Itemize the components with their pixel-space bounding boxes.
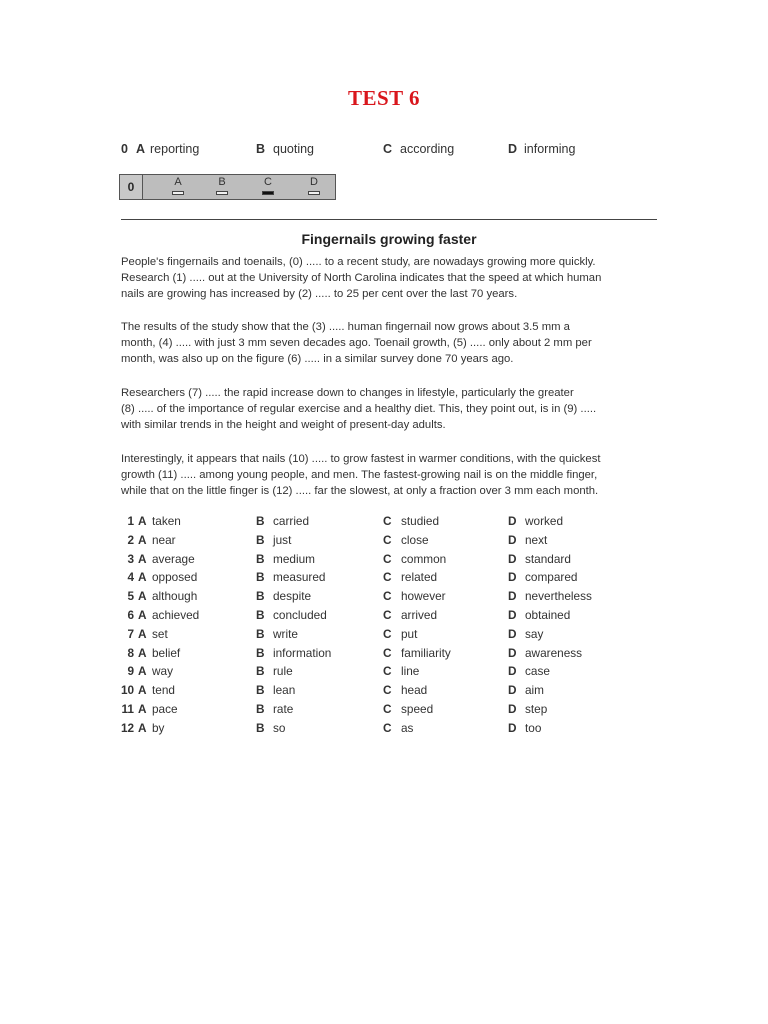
option-a: pace bbox=[152, 701, 178, 716]
letter-c: C bbox=[383, 683, 392, 698]
option-a: although bbox=[152, 589, 198, 604]
option-d: awareness bbox=[525, 645, 583, 660]
letter-c: C bbox=[383, 701, 392, 716]
question-number: 8 bbox=[127, 645, 134, 660]
letter-c: C bbox=[383, 532, 392, 547]
text-line: Researchers (7) ..... the rapid increase down to changes in lifestyle, particularly the greater bbox=[121, 387, 574, 399]
option-b: concluded bbox=[273, 607, 327, 622]
letter-d: D bbox=[508, 645, 517, 660]
answer-mark-b bbox=[216, 191, 228, 195]
answer-box-number: 0 bbox=[120, 175, 143, 199]
letter-a: A bbox=[138, 645, 147, 660]
text-line: People's fingernails and toenails, (0) ..... to a recent study, are nowadays growing more quickly. bbox=[121, 256, 596, 268]
option-a: by bbox=[152, 720, 165, 735]
answer-mark-d bbox=[308, 191, 320, 195]
option-a: taken bbox=[152, 514, 181, 528]
question-number: 4 bbox=[127, 570, 134, 585]
option-c: as bbox=[401, 720, 414, 735]
letter-d: D bbox=[508, 683, 517, 698]
letter-b: B bbox=[256, 683, 265, 698]
option-d: step bbox=[525, 701, 548, 716]
letter-d: D bbox=[508, 551, 517, 566]
question-number: 11 bbox=[121, 701, 134, 716]
question-number: 3 bbox=[127, 551, 134, 566]
option-a: set bbox=[152, 626, 168, 641]
passage-heading: Fingernails growing faster bbox=[301, 231, 477, 247]
option-a: way bbox=[152, 664, 173, 679]
option-d: say bbox=[525, 626, 544, 641]
letter-c: C bbox=[383, 664, 392, 679]
question-number: 1 bbox=[127, 514, 134, 528]
letter-a: A bbox=[138, 626, 147, 641]
option-c: speed bbox=[401, 701, 434, 716]
option-b: information bbox=[273, 645, 332, 660]
letter-d: D bbox=[508, 720, 517, 735]
letter-d: D bbox=[508, 514, 517, 528]
letter-a: A bbox=[138, 514, 147, 528]
letter-c: C bbox=[383, 589, 392, 604]
question-number: 6 bbox=[127, 607, 134, 622]
question-number: 2 bbox=[127, 532, 134, 547]
example-answer-box bbox=[119, 174, 336, 200]
question-number: 12 bbox=[121, 720, 135, 735]
text-line: with similar trends in the height and weight of present-day adults. bbox=[121, 418, 446, 431]
text-line: The results of the study show that the (3) ..... human fingernail now grows about 3.5 mm a bbox=[121, 321, 570, 333]
option-c: studied bbox=[401, 514, 440, 528]
letter-a: A bbox=[138, 683, 147, 698]
option-b: rule bbox=[273, 664, 293, 679]
option-c: related bbox=[401, 570, 438, 585]
option-b: rate bbox=[273, 701, 294, 716]
letter-b: B bbox=[256, 570, 265, 585]
paragraph-1 bbox=[121, 255, 661, 302]
answer-letter-c: C bbox=[264, 176, 272, 188]
example-letter-b: B bbox=[256, 142, 266, 156]
letter-c: C bbox=[383, 607, 392, 622]
option-c: close bbox=[401, 532, 429, 547]
option-c: arrived bbox=[401, 607, 438, 622]
letter-d: D bbox=[508, 626, 517, 641]
letter-b: B bbox=[256, 514, 265, 528]
paragraph-4 bbox=[121, 452, 661, 499]
question-number: 9 bbox=[127, 664, 134, 679]
example-number: 0 bbox=[121, 142, 128, 156]
question-number: 10 bbox=[121, 683, 135, 698]
option-b: despite bbox=[273, 589, 312, 604]
letter-b: B bbox=[256, 607, 265, 622]
option-a: belief bbox=[152, 645, 181, 660]
page-title: TEST 6 bbox=[347, 86, 421, 110]
option-d: case bbox=[525, 664, 550, 679]
option-a: average bbox=[152, 551, 195, 566]
option-b: measured bbox=[273, 570, 326, 585]
example-letter-c: C bbox=[383, 142, 393, 156]
text-line: Research (1) ..... out at the University of North Carolina indicates that the speed at which human bbox=[121, 271, 602, 284]
text-line: nails are growing has increased by (2) ..... to 25 per cent over the last 70 years. bbox=[121, 287, 518, 300]
letter-b: B bbox=[256, 551, 265, 566]
question-number: 5 bbox=[127, 589, 134, 604]
option-d: too bbox=[525, 720, 542, 735]
option-b: just bbox=[273, 532, 292, 547]
answer-letter-a: A bbox=[174, 176, 182, 188]
letter-a: A bbox=[138, 551, 147, 566]
paragraph-2 bbox=[121, 320, 661, 367]
option-d: worked bbox=[525, 514, 564, 528]
letter-a: A bbox=[138, 589, 147, 604]
letter-b: B bbox=[256, 626, 265, 641]
letter-a: A bbox=[138, 607, 147, 622]
text-line: month, was also up on the figure (6) ..... in a similar survey done 70 years ago. bbox=[121, 352, 514, 365]
answer-mark-c-selected bbox=[262, 191, 274, 195]
example-letter-d: D bbox=[508, 142, 518, 156]
option-d: next bbox=[525, 532, 548, 547]
divider bbox=[121, 219, 657, 220]
answer-letter-b: B bbox=[218, 176, 226, 188]
option-d: standard bbox=[525, 551, 571, 566]
letter-c: C bbox=[383, 645, 392, 660]
letter-d: D bbox=[508, 701, 517, 716]
option-a: opposed bbox=[152, 570, 198, 585]
answer-option-c bbox=[261, 177, 275, 195]
option-b: so bbox=[273, 720, 286, 735]
letter-d: D bbox=[508, 607, 517, 622]
example-option-b: quoting bbox=[273, 142, 315, 156]
option-b: write bbox=[273, 626, 298, 641]
paragraph-3 bbox=[121, 386, 661, 433]
example-option-a: reporting bbox=[150, 142, 200, 156]
letter-c: C bbox=[383, 720, 392, 735]
option-b: lean bbox=[273, 683, 296, 698]
letter-b: B bbox=[256, 701, 265, 716]
letter-a: A bbox=[138, 720, 147, 735]
option-d: aim bbox=[525, 683, 545, 698]
example-option-c: according bbox=[400, 142, 455, 156]
answer-mark-a bbox=[172, 191, 184, 195]
letter-b: B bbox=[256, 532, 265, 547]
option-c: however bbox=[401, 589, 446, 604]
answer-option-a bbox=[171, 177, 185, 195]
letter-c: C bbox=[383, 551, 392, 566]
letter-c: C bbox=[383, 514, 392, 528]
option-c: line bbox=[401, 664, 420, 679]
option-a: tend bbox=[152, 683, 175, 698]
answer-option-b bbox=[215, 177, 229, 195]
option-b: medium bbox=[273, 551, 315, 566]
letter-a: A bbox=[138, 570, 147, 585]
letter-c: C bbox=[383, 570, 392, 585]
letter-a: A bbox=[138, 664, 147, 679]
example-letter-a: A bbox=[136, 142, 146, 156]
text-line: growth (11) ..... among young people, and men. The fastest-growing nail is on the middle finger, bbox=[121, 468, 598, 481]
option-d: nevertheless bbox=[525, 589, 592, 604]
letter-a: A bbox=[138, 701, 147, 716]
text-line: month, (4) ..... with just 3 mm seven decades ago. Toenail growth, (5) ..... only about 2 mm per bbox=[121, 336, 592, 349]
letter-d: D bbox=[508, 589, 517, 604]
example-option-d: informing bbox=[524, 142, 576, 156]
text-line: (8) ..... of the importance of regular exercise and a healthy diet. This, they point out, is in (9) ..... bbox=[121, 402, 597, 415]
answer-letter-d: D bbox=[310, 176, 318, 188]
option-c: put bbox=[401, 626, 418, 641]
letter-c: C bbox=[383, 626, 392, 641]
option-a: achieved bbox=[152, 607, 200, 622]
question-number: 7 bbox=[127, 626, 134, 641]
letter-d: D bbox=[508, 532, 517, 547]
answer-option-d bbox=[307, 177, 321, 195]
letter-b: B bbox=[256, 664, 265, 679]
text-line: while that on the little finger is (12) ..... far the slowest, at only a fraction over 3 mm each month. bbox=[121, 484, 599, 497]
option-d: compared bbox=[525, 570, 578, 585]
letter-d: D bbox=[508, 664, 517, 679]
letter-b: B bbox=[256, 720, 265, 735]
option-c: familiarity bbox=[401, 645, 451, 660]
option-c: common bbox=[401, 551, 447, 566]
letter-b: B bbox=[256, 645, 265, 660]
option-c: head bbox=[401, 683, 428, 698]
letter-a: A bbox=[138, 532, 147, 547]
option-a: near bbox=[152, 532, 176, 547]
text-line: Interestingly, it appears that nails (10) ..... to grow fastest in warmer conditions, with the quickest bbox=[121, 453, 601, 465]
option-b: carried bbox=[273, 514, 310, 528]
letter-d: D bbox=[508, 570, 517, 585]
option-d: obtained bbox=[525, 607, 571, 622]
letter-b: B bbox=[256, 589, 265, 604]
